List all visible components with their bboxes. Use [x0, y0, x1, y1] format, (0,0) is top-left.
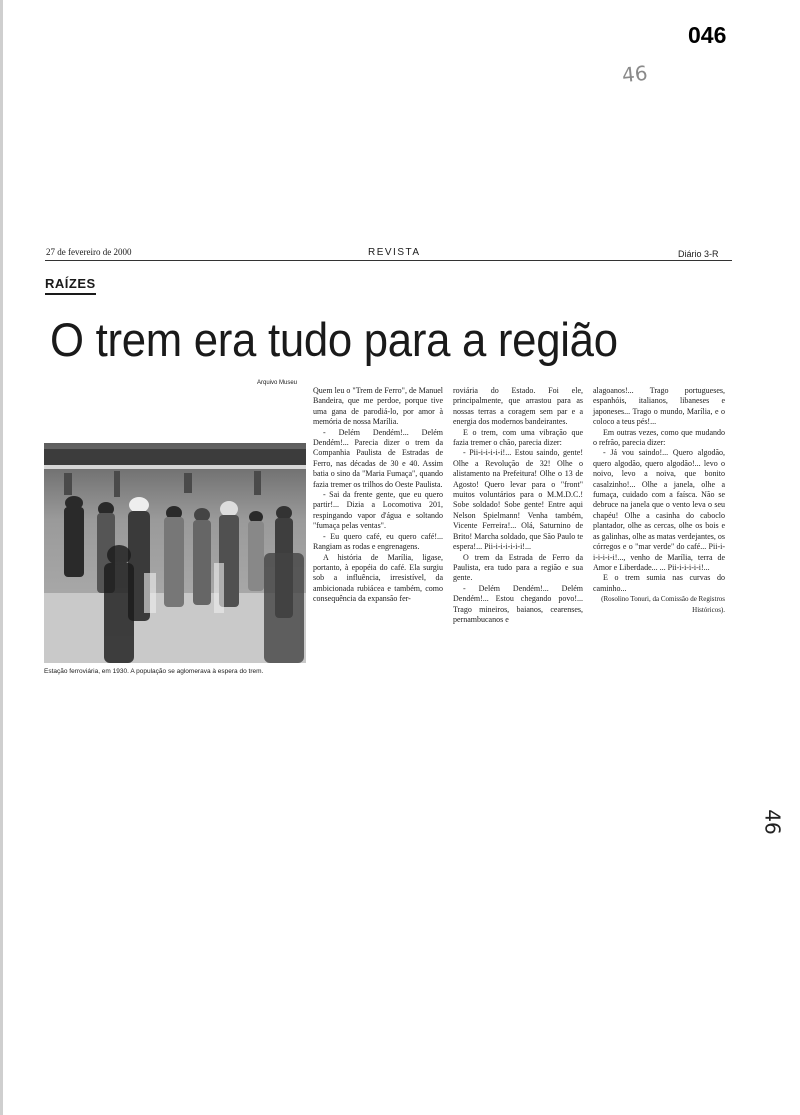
- paragraph: roviária do Estado. Foi ele, principalmente, que arrastou para as nossas terras a coragem sem par e a energia dos modernos bandeirantes.: [453, 386, 583, 427]
- paragraph: E o trem, com uma vibração que fazia tremer o chão, parecia dizer:: [453, 427, 583, 448]
- page-number: 046: [688, 22, 727, 48]
- paragraph: Em outras vezes, como que mudando o refrão, parecia dizer:: [593, 427, 725, 448]
- header-rule: [45, 260, 732, 261]
- article-column-3: [593, 386, 725, 615]
- paragraph: A história de Marília, ligase, portanto, à epopéia do café. Ela surgiu sob a influência, irresistível, da ambicionada rubiácea e também, como consequência da expansão fer-: [313, 552, 443, 604]
- header-section: REVISTA: [368, 247, 421, 258]
- paragraph: E o trem sumia nas curvas do caminho...: [593, 573, 725, 593]
- station-photo: [44, 443, 306, 663]
- paragraph: - Delém Dendém!... Delém Dendém!... Parecia dizer o trem da Companhia Paulista de Estradas de Ferro, nas décadas de 30 e 40. Assim batia o sino da "Maria Fumaça", quando fazia tremer os trilhos do Oeste Paulista.: [313, 427, 443, 489]
- article-column-2: [453, 386, 583, 625]
- paragraph: - Pii-i-i-i-i-i!... Estou saindo, gente! Olhe a Revolução de 32! Olhe o alistamento na Prefeitura! Olhe o 13 de Agosto! Quero levar para o "front" muitos voluntários para o M.M.D.C.! Sobe soldado! Sobe gente! Entre aqui Nelson Spielmann! Venha também, Vicente Ferreira!... Olá, Saturnino de Brito! Marcha soldado, que São Paulo te espera!... Pii-i-i-i-i-i-i!...: [453, 448, 583, 552]
- photo-caption: Estação ferroviária, em 1930. A população se aglomerava à espera do trem.: [44, 668, 264, 675]
- paragraph: - Delém Dendém!... Delém Dendém!... Estou chegando povo!... Trago mineiros, baianos, cearenses, pernambucanos e: [453, 583, 583, 624]
- handwritten-annotation-top: 46: [620, 60, 649, 88]
- scan-edge: [0, 0, 3, 1115]
- paragraph: O trem da Estrada de Ferro da Paulista, era tudo para a região e sua gente.: [453, 552, 583, 583]
- section-label: RAÍZES: [45, 276, 96, 295]
- headline: O trem era tudo para a região: [50, 313, 618, 366]
- paragraph: alagoanos!... Trago portugueses, espanhóis, italianos, libaneses e japoneses... Trago o mundo, Marília, e o coloco a teus pés!...: [593, 386, 725, 427]
- station-photo-image: [44, 443, 306, 663]
- header-paper: Diário 3-R: [678, 249, 719, 259]
- photo-credit: Arquivo Museu: [257, 380, 298, 386]
- handwritten-annotation-side: 46: [760, 809, 785, 835]
- paragraph: - Sai da frente gente, que eu quero partir!... Dizia a Locomotiva 201, respingando vapor d'água e soltando "fumaça pelas ventas".: [313, 490, 443, 531]
- header-date: 27 de fevereiro de 2000: [46, 247, 132, 257]
- paragraph: Quem leu o "Trem de Ferro", de Manuel Bandeira, que me perdoe, porque tive uma gana de parodiá-lo, por amor à memória de nossa Marília.: [313, 386, 443, 427]
- author-signature: (Rosolino Tonuri, da Comissão de Registros Históricos).: [601, 595, 725, 614]
- paragraph: - Já vou saindo!... Quero algodão, quero algodão, quero algodão!... levo o noivo, levo a noiva, que bonito casalzinho!... Olhe a janela, olhe a fumaça, cuidado com a faísca. Não se debruce na janela que o vento leva o seu chapéu! Olhe a casinha do caboclo plantador, olhe as cercas, olhe os bois e as galinhas, olhe as matas verdejantes, os córregos e o "mar verde" do café... Pii-i-i-i-i-i-i!..., venho de Marília, terra de Amor e Liberdade... ... Pii-i-i-i-i-i!...: [593, 448, 725, 572]
- paragraph: - Eu quero café, eu quero café!... Rangiam as rodas e engrenagens.: [313, 531, 443, 552]
- article-column-1: [313, 386, 443, 605]
